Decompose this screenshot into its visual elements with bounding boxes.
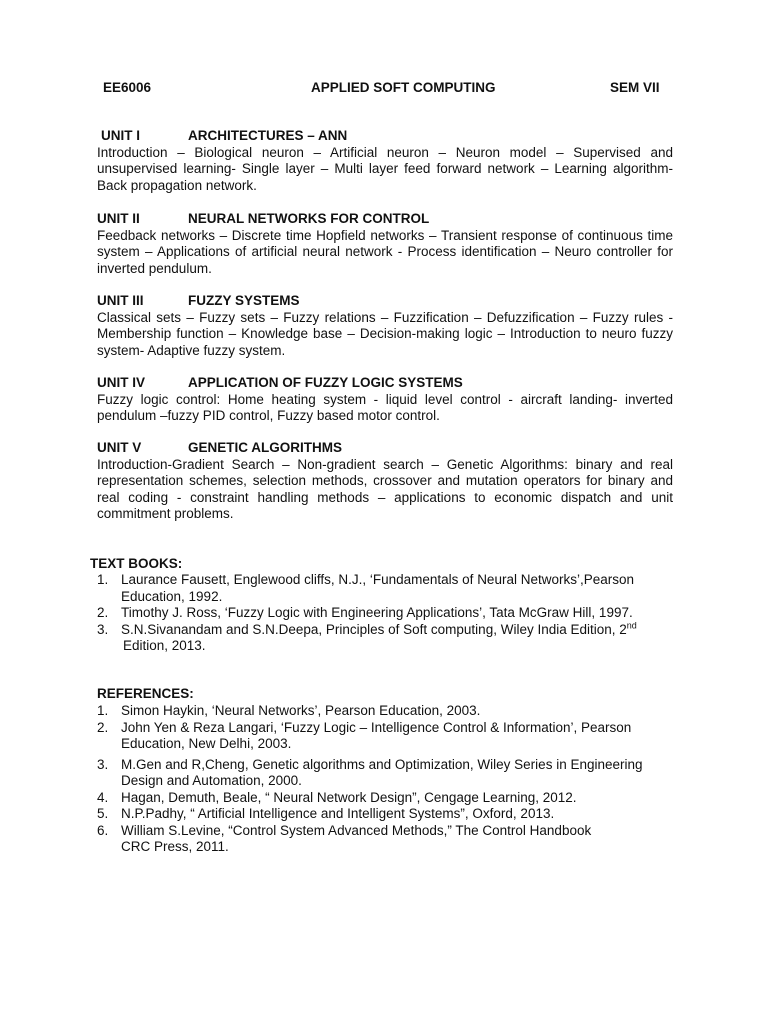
unit-label: UNIT II [97, 211, 140, 226]
unit-label: UNIT I [101, 128, 140, 143]
list-item [97, 622, 677, 655]
unit-heading [97, 375, 673, 392]
unit-body: Feedback networks – Discrete time Hopfield networks – Transient response of continuous time system – Applications of artificial neural network - Process identification – Neuro controller for inverted pendulum. [97, 227, 673, 276]
list-number: 4. [97, 789, 109, 805]
unit-body: Introduction-Gradient Search – Non-gradient search – Genetic Algorithms: binary and real representation schemes, selection methods, crossover and mutation operators for binary and real coding - constraint handling methods – applications to economic dispatch and unit commitment problems. [97, 456, 673, 521]
unit-body: Fuzzy logic control: Home heating system - liquid level control - aircraft landing- inverted pendulum –fuzzy PID control, Fuzzy based motor control. [97, 391, 673, 423]
references-heading: REFERENCES: [97, 686, 194, 701]
superscript: nd [626, 620, 637, 630]
unit-body: Classical sets – Fuzzy sets – Fuzzy relations – Fuzzification – Defuzzification – Fuzzy rules - Membership function – Knowledge base – Decision-making logic – Introduction to neuro fuzzy system- Adaptive fuzzy system. [97, 309, 673, 358]
list-number: 5. [97, 806, 109, 821]
unit-title: GENETIC ALGORITHMS [188, 440, 342, 455]
unit-heading [97, 128, 673, 145]
list-text: Laurance Fausett, Englewood cliffs, N.J., ‘Fundamentals of Neural Networks’,Pearson Education, 1992. [121, 572, 634, 604]
list-item [97, 757, 677, 790]
list-number: 2. [97, 605, 109, 620]
list-text: S.N.Sivanandam and S.N.Deepa, Principles of Soft computing, Wiley India Edition, 2 [121, 621, 627, 637]
list-number: 6. [97, 822, 109, 838]
list-number: 3. [97, 756, 109, 772]
list-text: Hagan, Demuth, Beale, “ Neural Network Design”, Cengage Learning, 2012. [121, 789, 577, 805]
unit-body: Introduction – Biological neuron – Artificial neuron – Neuron model – Supervised and unsupervised learning- Single layer – Multi layer feed forward network – Learning algorithm- Back propagation network. [97, 144, 673, 193]
course-code: EE6006 [103, 80, 152, 95]
list-text: William S.Levine, “Control System Advanced Methods,” The Control Handbook CRC Press, 2011. [121, 822, 592, 854]
text-books-heading: TEXT BOOKS: [90, 556, 183, 571]
unit-section [97, 128, 673, 194]
semester: SEM VII [610, 80, 660, 95]
unit-title: FUZZY SYSTEMS [188, 293, 300, 308]
list-item [97, 823, 677, 856]
unit-title: ARCHITECTURES – ANN [188, 128, 348, 143]
list-number: 1. [97, 572, 109, 587]
list-number: 2. [97, 719, 109, 735]
unit-title: APPLICATION OF FUZZY LOGIC SYSTEMS [188, 375, 463, 390]
list-number: 3. [97, 621, 109, 637]
unit-heading [97, 440, 673, 457]
unit-label: UNIT V [97, 440, 142, 455]
list-text: John Yen & Reza Langari, ‘Fuzzy Logic – Intelligence Control & Information’, Pearson Education, New Delhi, 2003. [121, 719, 632, 751]
list-text: M.Gen and R,Cheng, Genetic algorithms and Optimization, Wiley Series in Engineering Design and Automation, 2000. [121, 756, 643, 788]
list-text-tail: Edition, 2013. [123, 638, 206, 653]
unit-section [97, 211, 673, 277]
references-list [97, 703, 677, 856]
list-item [97, 790, 677, 807]
course-title: APPLIED SOFT COMPUTING [311, 80, 496, 95]
unit-label: UNIT IV [97, 375, 146, 390]
text-books-list [97, 572, 677, 655]
list-text: N.P.Padhy, “ Artificial Intelligence and Intelligent Systems”, Oxford, 2013. [121, 806, 555, 821]
list-text: Simon Haykin, ‘Neural Networks’, Pearson Education, 2003. [121, 703, 481, 718]
unit-section [97, 375, 673, 425]
list-number: 1. [97, 703, 109, 718]
unit-label: UNIT III [97, 293, 144, 308]
list-item [97, 806, 677, 823]
list-text: Timothy J. Ross, ‘Fuzzy Logic with Engineering Applications’, Tata McGraw Hill, 1997. [121, 605, 633, 620]
unit-heading [97, 211, 673, 228]
unit-section [97, 440, 673, 523]
unit-section [97, 293, 673, 359]
list-item [97, 703, 677, 720]
list-item [97, 572, 677, 605]
unit-title: NEURAL NETWORKS FOR CONTROL [188, 211, 430, 226]
list-item [97, 720, 677, 753]
list-item [97, 605, 677, 622]
unit-heading [97, 293, 673, 310]
